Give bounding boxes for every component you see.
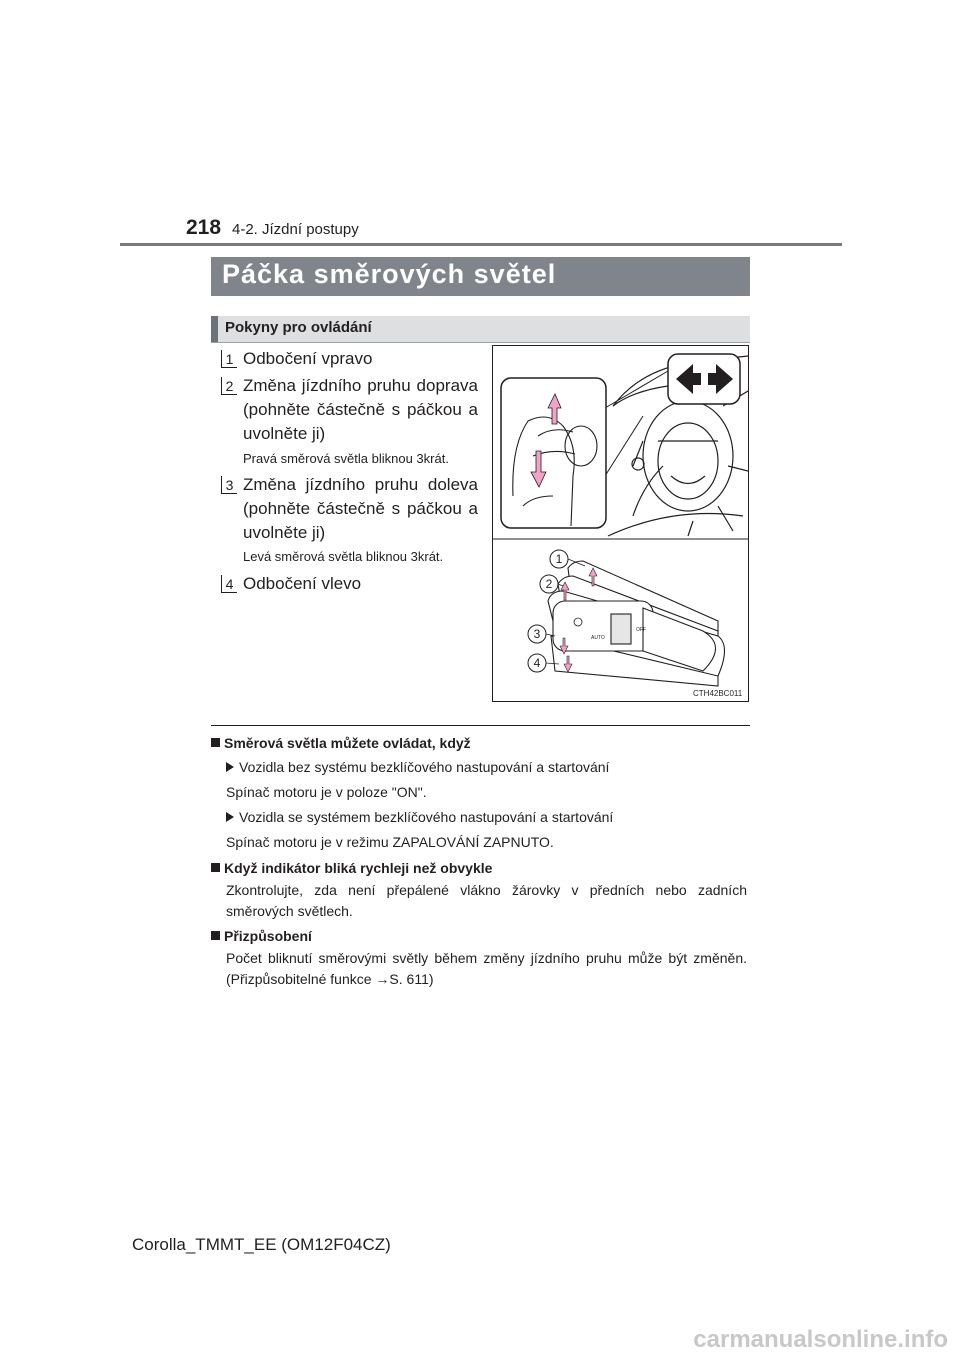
item-1-text: Odbočení vpravo <box>243 349 373 368</box>
triangle-bullet-icon <box>226 762 234 772</box>
note-3-paragraph: Počet bliknutí směrovými světly během změny jízdního pruhu může být změněn. (Přizpůsobitelné funkce →S. 611) <box>226 950 747 987</box>
illustration-code: CTH42BC011 <box>693 689 743 698</box>
callout-label-3: 3 <box>533 627 541 641</box>
note-1-line-4: Spínač motoru je v režimu ZAPALOVÁNÍ ZAPNUTO. <box>226 834 554 850</box>
square-bullet-icon <box>211 738 220 747</box>
lever-drawing <box>493 346 748 701</box>
item-4-text: Odbočení vlevo <box>243 574 362 593</box>
item-2-text: Změna jízdního pruhu doprava (pohněte částečně s páčkou a uvolněte ji) <box>243 376 478 443</box>
note-heading-3: Přizpůsobení <box>211 928 312 944</box>
item-number-2: 2 <box>221 377 237 395</box>
subheading-marker <box>211 316 218 342</box>
item-number-3: 3 <box>221 476 237 494</box>
page-title: Páčka směrových světel <box>222 259 557 289</box>
item-2-note: Pravá směrová světla bliknou 3krát. <box>243 451 449 466</box>
turn-signal-lever-illustration <box>492 345 749 702</box>
callout-label-4: 4 <box>533 656 541 670</box>
subheading-rule <box>211 342 750 343</box>
item-number-1: 1 <box>221 350 237 368</box>
triangle-bullet-icon <box>226 812 234 822</box>
item-number-4: 4 <box>221 575 237 593</box>
section-title: 4-2. Jízdní postupy <box>232 221 359 238</box>
auto-label: AUTO <box>591 635 605 641</box>
note-1-line-2: Spínač motoru je v poloze "ON". <box>226 784 427 800</box>
callout-label-1: 1 <box>555 552 563 566</box>
square-bullet-icon <box>211 931 220 940</box>
item-3-note: Levá směrová světla bliknou 3krát. <box>243 549 444 564</box>
header-divider <box>120 243 842 246</box>
page-number: 218 <box>186 216 222 239</box>
item-3-text: Změna jízdního pruhu doleva (pohněte částečně s páčkou a uvolněte ji) <box>243 475 478 542</box>
notes-divider <box>211 725 750 726</box>
off-label: OFF <box>636 627 646 633</box>
subheading: Pokyny pro ovládání <box>225 319 372 336</box>
note-1-line-3: Vozidla se systémem bezklíčového nastupování a startování <box>226 809 613 825</box>
footer-model-code: Corolla_TMMT_EE (OM12F04CZ) <box>132 1235 391 1254</box>
note-heading-1: Směrová světla můžete ovládat, když <box>211 735 471 751</box>
note-1-line-1: Vozidla bez systému bezklíčového nastupování a startování <box>226 759 609 775</box>
square-bullet-icon <box>211 863 220 872</box>
watermark: carmanualsonline.info <box>693 1326 948 1353</box>
note-2-paragraph: Zkontrolujte, zda není přepálené vlákno žárovky v předních nebo zadních směrových světlech. <box>226 882 747 919</box>
callout-label-2: 2 <box>545 577 553 591</box>
note-heading-2: Když indikátor bliká rychleji než obvykle <box>211 860 492 876</box>
